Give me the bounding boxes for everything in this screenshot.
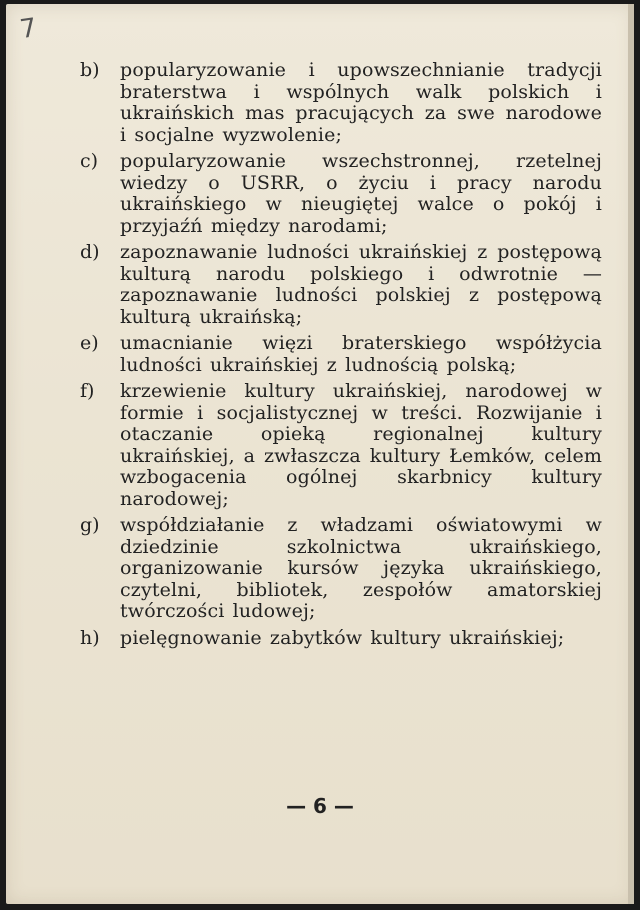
list-item: [80, 381, 602, 510]
document-page: [6, 4, 634, 904]
item-text: zapoznawanie ludności ukraińskiej z postępową kulturą narodu polskiego i odwrotnie — zapoznawanie ludności polskiej z postępową kulturą ukraińską;: [120, 241, 602, 328]
item-text: krzewienie kultury ukraińskiej, narodowej w formie i socjalistycznej w treści. Rozwijanie i otaczanie opieką regionalnej kultury ukraińskiej, a zwłaszcza kultury Łemków, celem wzbogacenia ogólnej skarbnicy kultury narodowej;: [120, 380, 602, 510]
item-text: popularyzowanie wszechstronnej, rzetelnej wiedzy o USRR, o życiu i pracy narodu ukraińskiego w nieugiętej walce o pokój i przyjaźń między narodami;: [120, 150, 602, 237]
item-marker: e): [80, 332, 99, 354]
list-item: [80, 333, 602, 376]
item-marker: b): [80, 59, 100, 81]
item-marker: h): [80, 626, 100, 649]
list-item: [80, 151, 602, 237]
item-marker: c): [80, 150, 99, 172]
item-marker: g): [80, 514, 100, 536]
item-marker: f): [80, 380, 95, 402]
page-edge: [628, 4, 634, 904]
item-text: popularyzowanie i upowszechnianie tradycji braterstwa i wspólnych walk polskich i ukraińskich mas pracujących za swe narodowe i socjalne wyzwolenie;: [120, 59, 602, 146]
item-text: współdziałanie z władzami oświatowymi w dziedzinie szkolnictwa ukraińskiego, organizowanie kursów języka ukraińskiego, czytelni, bibliotek, zespołów amatorskiej twórczości ludowej;: [120, 514, 602, 622]
handwritten-page-mark: 7: [17, 12, 39, 46]
list-item: [80, 515, 602, 623]
page-number: — 6 —: [286, 794, 354, 818]
list-item: [80, 60, 602, 146]
statute-list: [80, 60, 602, 654]
item-text: pielęgnowanie zabytków kultury ukraińskiej;: [120, 626, 565, 649]
item-marker: d): [80, 241, 100, 263]
list-item: [80, 628, 602, 650]
list-item: [80, 242, 602, 328]
item-text: umacnianie więzi braterskiego współżycia ludności ukraińskiej z ludnością polską;: [120, 332, 602, 376]
